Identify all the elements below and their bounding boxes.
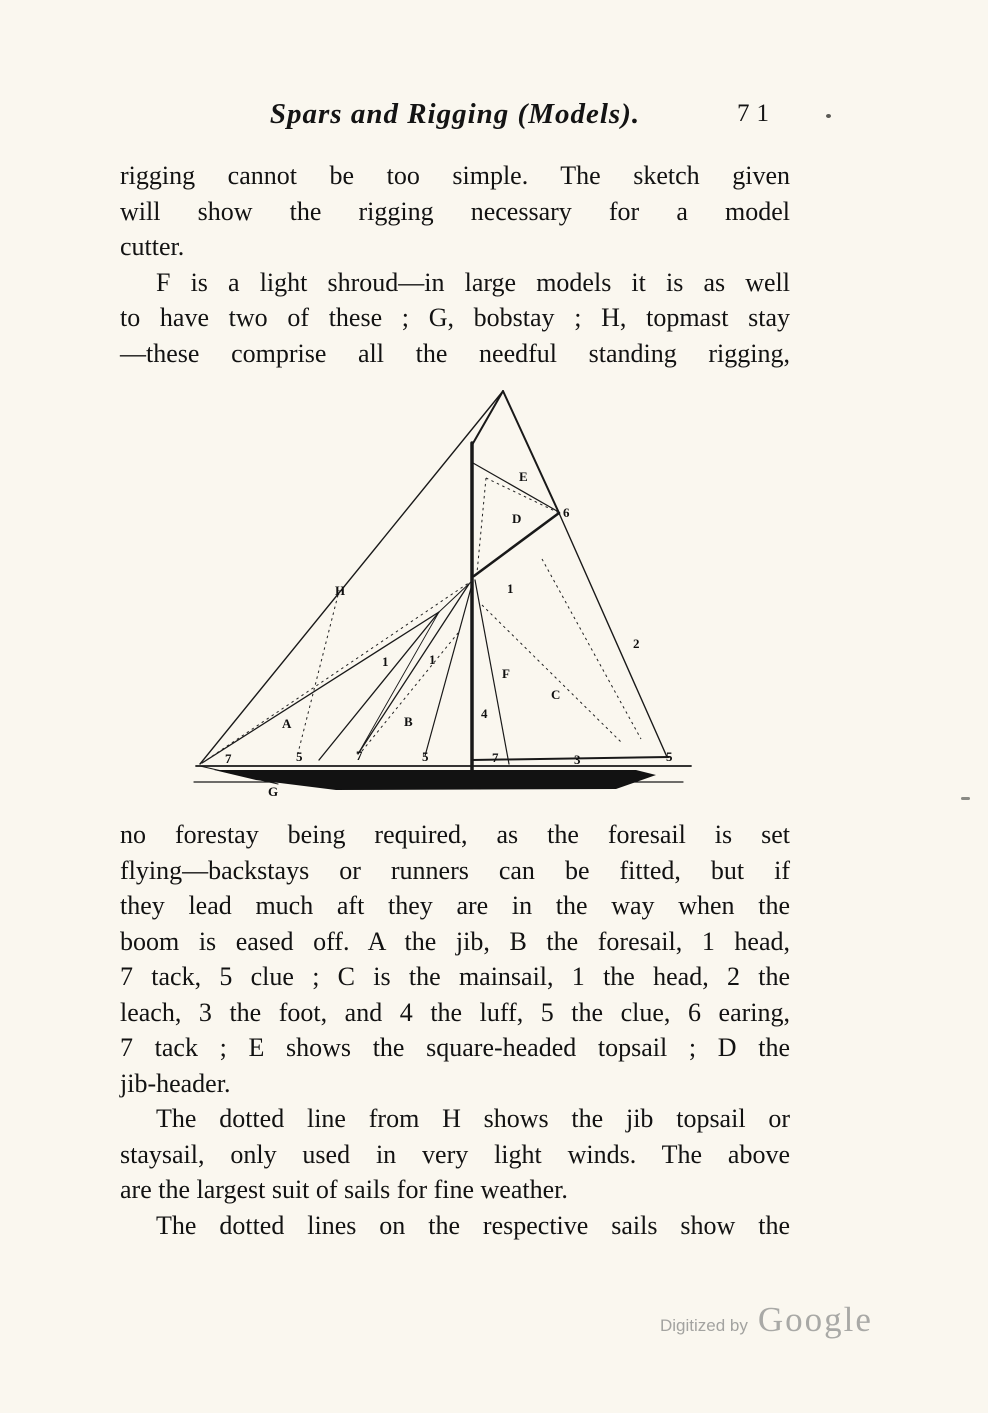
page-footer: [660, 1300, 873, 1340]
diagram-label-A: A: [282, 716, 292, 731]
text-line: are the largest suit of sails for fine weather.: [120, 1175, 568, 1204]
diagram-label-C: C: [551, 687, 561, 702]
digitized-by-label: Digitized by: [660, 1316, 748, 1335]
text-line: jib-header.: [120, 1068, 231, 1098]
diagram-label-7: 7: [356, 748, 363, 763]
diagram-label-7: 7: [225, 751, 232, 766]
diagram-label-F: F: [502, 666, 510, 681]
diagram-label-1: 1: [382, 654, 389, 669]
google-logo: Google: [757, 1300, 873, 1339]
text-line: they lead much aft they are in the way when the: [120, 891, 790, 920]
jib-leach-line: [319, 612, 439, 760]
diagram-label-5: 5: [422, 749, 429, 764]
paragraph: [120, 1208, 790, 1244]
diagram-label-H: H: [335, 583, 346, 598]
text-line: cutter.: [120, 232, 185, 261]
scan-speck: [826, 114, 831, 118]
text-line: 7 tack, 5 clue ; C is the mainsail, 1 the head, 2 the: [120, 962, 790, 991]
text-line: leach, 3 the foot, and 4 the luff, 5 the clue, 6 earing,: [120, 997, 790, 1027]
boom-line: [472, 757, 669, 760]
text-line: —these comprise all the needful standing rigging,: [120, 338, 790, 368]
dotted-jib-topsail-luff: [202, 580, 473, 763]
diagram-container: [186, 383, 716, 803]
text-line: The dotted line from H shows the jib topsail or: [156, 1104, 790, 1133]
diagram-solid-lines: [194, 391, 691, 784]
topmast-line: [472, 391, 503, 445]
page-number: 71: [737, 100, 776, 127]
rigging-diagram: [186, 383, 716, 803]
text-line: boom is eased off. A the jib, B the foresail, 1 head,: [120, 926, 790, 956]
diagram-label-1: 1: [507, 581, 514, 596]
text-line: 7 tack ; E shows the square-headed topsail ; D the: [120, 1033, 790, 1062]
text-line: no forestay being required, as the foresail is set: [120, 820, 790, 849]
diagram-label-7: 7: [492, 750, 499, 765]
paragraph: [120, 265, 790, 372]
diagram-label-5: 5: [666, 749, 673, 764]
diagram-label-6: 6: [563, 505, 570, 520]
text-after-diagram: [120, 817, 790, 1243]
hull: [214, 770, 656, 790]
paragraph: [120, 817, 790, 1101]
mainsail-leach-line: [559, 513, 667, 757]
foresail-leach-line: [425, 588, 471, 756]
text-before-diagram: [120, 158, 790, 371]
diagram-dotted-lines: [202, 478, 641, 763]
diagram-label-G: G: [268, 784, 279, 799]
diagram-label-D: D: [512, 511, 522, 526]
text-line: staysail, only used in very light winds. The above: [120, 1139, 790, 1169]
text-line: F is a light shroud—in large models it is as well: [156, 267, 790, 297]
topsail-foot-line: [473, 463, 557, 511]
scan-speck: [961, 797, 970, 800]
diagram-label-2: 2: [633, 636, 640, 651]
jib-luff-line: [202, 612, 439, 763]
topsail-leach-line: [503, 391, 559, 513]
page-title: Spars and Rigging (Models).: [269, 98, 641, 130]
foresail-luff-line: [358, 584, 469, 754]
diagram-label-5: 5: [296, 749, 303, 764]
text-line: flying—backstays or runners can be fitted, but if: [120, 855, 790, 885]
paragraph: [120, 1101, 790, 1208]
dotted-foresail-inner: [362, 633, 458, 751]
page-header: [120, 98, 790, 138]
text-line: rigging cannot be too simple. The sketch given: [120, 161, 790, 190]
diagram-label-1: 1: [429, 652, 436, 667]
diagram-label-E: E: [519, 469, 528, 484]
diagram-label-4: 4: [481, 706, 488, 721]
diagram-label-3: 3: [574, 752, 581, 767]
text-line: will show the rigging necessary for a model: [120, 196, 790, 226]
text-line: The dotted lines on the respective sails show the: [156, 1210, 790, 1240]
paragraph: [120, 158, 790, 265]
topmast-stay-line: [200, 391, 503, 764]
text-line: to have two of these ; G, bobstay ; H, topmast stay: [120, 303, 790, 332]
diagram-label-B: B: [404, 714, 413, 729]
foresail-stay-line: [358, 612, 439, 754]
dotted-jib-header-luff: [477, 478, 486, 573]
